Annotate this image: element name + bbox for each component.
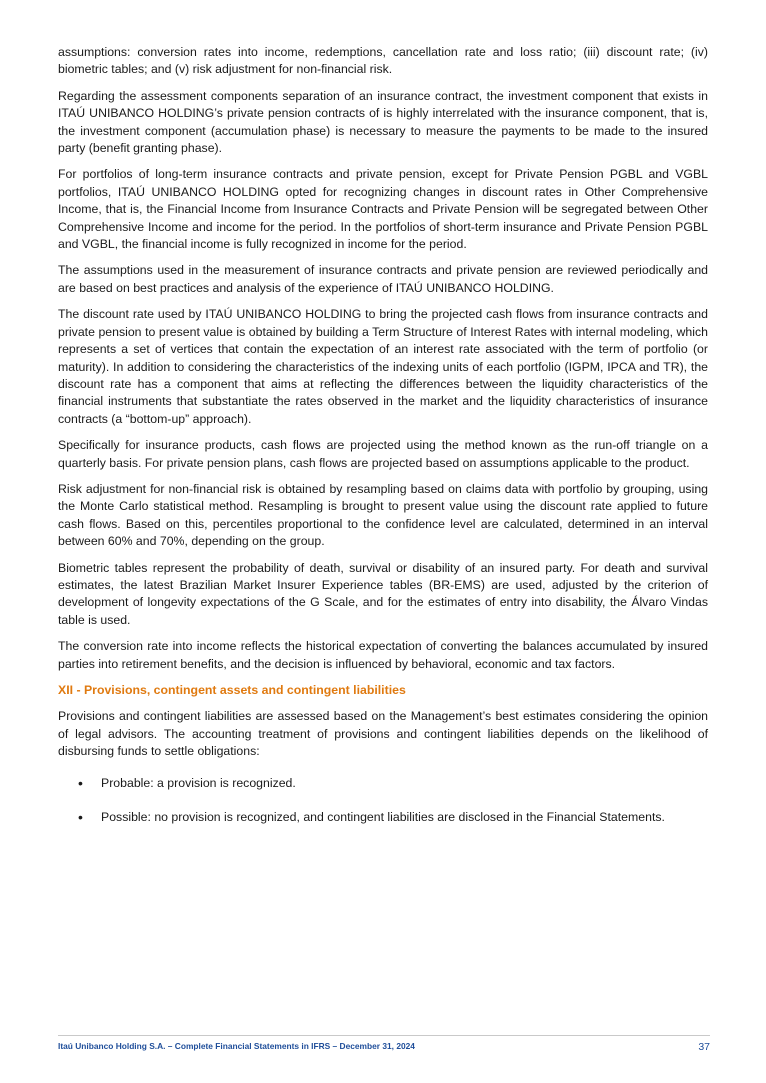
footer-title: Itaú Unibanco Holding S.A. – Complete Financial Statements in IFRS – December 31, 2024 bbox=[58, 1041, 415, 1051]
document-body bbox=[58, 44, 708, 843]
paragraph-investment-component: Regarding the assessment components separation of an insurance contract, the investment component that exists in ITAÚ UNIBANCO HOLDING’s private pension contracts of is highly interrelated with the insurance component, that is, the investment component (accumulation phase) is necessary to measure the payments to be made to the insured party (benefit granting phase). bbox=[58, 88, 708, 156]
paragraph-risk-adjustment: Risk adjustment for non-financial risk is obtained by resampling based on claims data with portfolio by grouping, using the Monte Carlo statistical method. Resampling is brought to present value using the discount rate applied to future cash flows. Based on this, percentiles proportional to the confidence level are calculated, determined in an interval between 60% and 70%, depending on the group. bbox=[58, 481, 708, 549]
paragraph-discount-rate-oci: For portfolios of long-term insurance contracts and private pension, except for Private Pension PGBL and VGBL portfolios, ITAÚ UNIBANCO HOLDING opted for recognizing changes in discount rates in Other Comprehensive Income, that is, the Financial Income from Insurance Contracts and Private Pension will be segregated between Other Comprehensive Income and income for the period. In the portfolios of short-term insurance and Private Pension PGBL and VGBL, the financial income is fully recognized in income for the period. bbox=[58, 167, 708, 252]
list-item bbox=[58, 775, 708, 792]
section-heading: XII - Provisions, contingent assets and contingent liabilities bbox=[58, 683, 406, 697]
list-item-text: Probable: a provision is recognized. bbox=[101, 775, 296, 790]
paragraph-conversion-rate: The conversion rate into income reflects the historical expectation of converting the balances accumulated by insured parties into retirement benefits, and the decision is influenced by behavioral, economic and tax factors. bbox=[58, 639, 708, 671]
list-item-text: Possible: no provision is recognized, and contingent liabilities are disclosed in the Financial Statements. bbox=[101, 810, 665, 825]
provision-bullet-list bbox=[58, 775, 708, 827]
list-item bbox=[58, 809, 708, 826]
footer-divider bbox=[58, 1035, 710, 1036]
paragraph-assumptions-review: The assumptions used in the measurement of insurance contracts and private pension are reviewed periodically and are based on best practices and analysis of the experience of ITAÚ UNIBANCO HOLDING. bbox=[58, 263, 708, 295]
paragraph-cash-flow-projection: Specifically for insurance products, cash flows are projected using the method known as the run-off triangle on a quarterly basis. For private pension plans, cash flows are projected based on assumptions applicable to the product. bbox=[58, 438, 708, 470]
page-number: 37 bbox=[698, 1041, 710, 1053]
bullet-dot-icon: • bbox=[78, 809, 83, 826]
bullet-dot-icon: • bbox=[78, 774, 83, 791]
paragraph-biometric-tables: Biometric tables represent the probability of death, survival or disability of an insured party. For death and survival estimates, the latest Brazilian Market Insurer Experience tables (BR-EMS) are used, adjusted by the criterion of development of longevity expectations of the G Scale, and for the estimates of entry into disability, the Álvaro Vindas table is used. bbox=[58, 560, 708, 627]
paragraph-provisions-intro: Provisions and contingent liabilities are assessed based on the Management’s best estimates considering the opinion of legal advisors. The accounting treatment of provisions and contingent liabilities depends on the likelihood of disbursing funds to settle obligations: bbox=[58, 709, 708, 759]
paragraph-assumptions-continued: assumptions: conversion rates into income, redemptions, cancellation rate and loss ratio; (iii) discount rate; (iv) biometric tables; and (v) risk adjustment for non-financial risk. bbox=[58, 45, 708, 77]
paragraph-discount-rate-method: The discount rate used by ITAÚ UNIBANCO HOLDING to bring the projected cash flows from insurance contracts and private pension to present value is obtained by building a Term Structure of Interest Rates with internal modeling, which represents a set of vertices that contain the expectation of an interest rate associated with the term of portfolio (or maturity). In addition to considering the characteristics of the indexing units of each portfolio (IGPM, IPCA and TR), the discount rate has a component that aims at reflecting the differences between the liquidity characteristics of the financial instruments that substantiate the rates observed in the market and the liquidity characteristics of insurance contracts (a “bottom-up” approach). bbox=[58, 307, 708, 426]
